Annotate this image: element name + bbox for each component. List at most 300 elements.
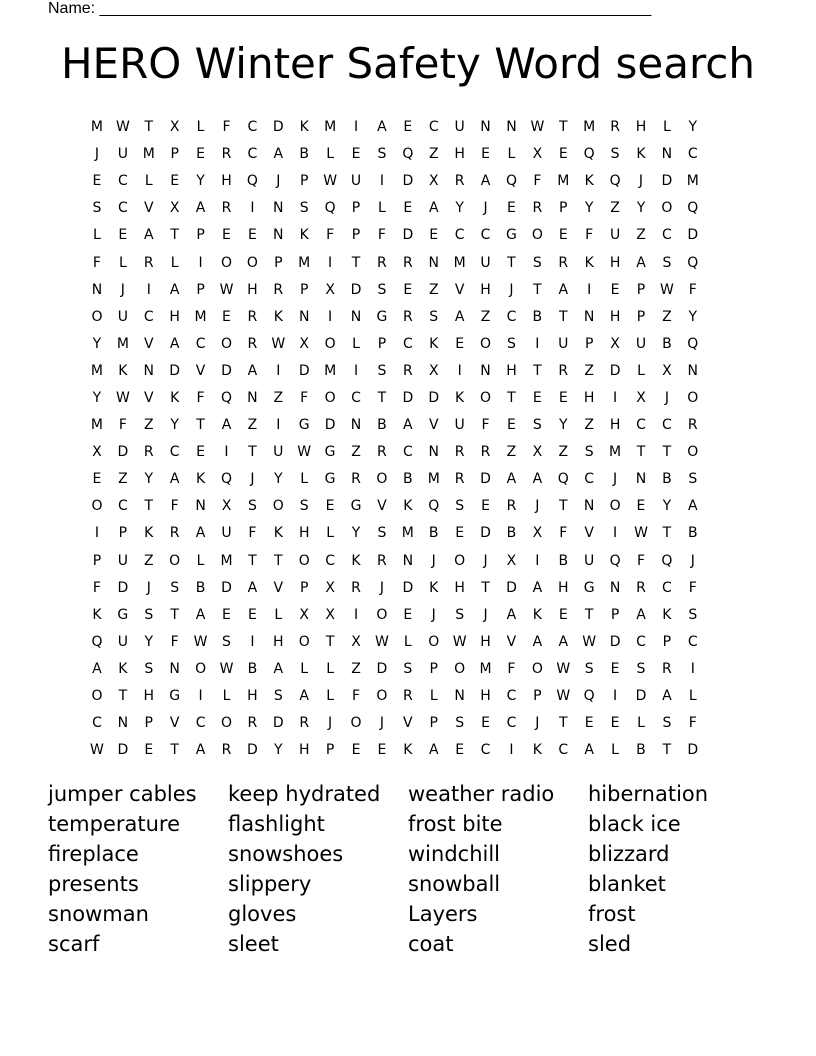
grid-letter: H <box>143 688 155 705</box>
grid-letter: O <box>480 335 492 352</box>
grid-letter: H <box>298 525 310 542</box>
grid-letter: T <box>558 498 568 515</box>
grid-letter: A <box>221 417 232 434</box>
grid-letter: E <box>196 146 205 163</box>
word-list-item: windchill <box>408 842 501 866</box>
grid-letter: Q <box>246 173 258 190</box>
grid-letter: C <box>402 335 413 352</box>
grid-letter: T <box>144 119 154 136</box>
grid-letter: J <box>690 552 695 569</box>
grid-letter: A <box>247 362 258 379</box>
grid-letter: O <box>531 227 543 244</box>
grid-letter: O <box>91 308 103 325</box>
word-list-item: weather radio <box>408 782 555 806</box>
grid-letter: T <box>481 579 490 596</box>
name-field-label: Name: ______________________________________________________________ <box>48 0 652 17</box>
grid-letter: M <box>116 335 129 352</box>
grid-letter: I <box>613 525 618 542</box>
grid-letter: T <box>196 417 205 434</box>
grid-letter: B <box>403 471 413 488</box>
grid-letter: G <box>350 498 362 515</box>
grid-letter: T <box>248 552 257 569</box>
grid-letter: H <box>558 579 569 596</box>
grid-letter: I <box>353 362 359 379</box>
grid-letter: U <box>273 444 284 461</box>
grid-letter: C <box>92 715 102 732</box>
grid-letter: V <box>584 525 594 542</box>
grid-letter: N <box>687 362 699 379</box>
grid-letter: O <box>531 660 543 677</box>
grid-letter: L <box>93 227 101 244</box>
grid-letter: J <box>431 552 436 569</box>
grid-letter: E <box>144 742 154 759</box>
word-list-item: snowball <box>408 872 501 896</box>
grid-letter: W <box>297 444 312 461</box>
grid-letter: B <box>558 552 569 569</box>
grid-letter: N <box>480 119 491 136</box>
grid-letter: J <box>431 606 436 623</box>
grid-letter: A <box>662 688 672 705</box>
grid-letter: N <box>91 281 103 298</box>
grid-letter: R <box>377 444 387 461</box>
grid-letter: R <box>687 417 698 434</box>
word-list-item: fireplace <box>48 842 139 866</box>
grid-letter: R <box>221 742 232 759</box>
grid-letter: E <box>584 715 594 732</box>
grid-letter: O <box>324 389 336 406</box>
grid-letter: M <box>401 525 414 542</box>
grid-letter: A <box>273 660 284 677</box>
grid-letter: S <box>662 715 672 732</box>
grid-letter: U <box>454 119 465 136</box>
grid-letter: H <box>298 742 310 759</box>
grid-letter: J <box>276 173 281 190</box>
grid-letter: I <box>690 660 695 677</box>
grid-letter: Y <box>196 173 205 190</box>
grid-row <box>84 249 732 276</box>
grid-letter: T <box>558 715 568 732</box>
grid-letter: V <box>143 389 154 406</box>
grid-letter: V <box>195 362 206 379</box>
grid-letter: B <box>532 308 543 325</box>
grid-letter: C <box>558 742 569 759</box>
grid-letter: Y <box>636 200 646 217</box>
grid-letter: Y <box>144 471 154 488</box>
grid-letter: L <box>326 688 335 705</box>
grid-letter: K <box>118 660 128 677</box>
grid-letter: L <box>403 633 412 650</box>
grid-letter: T <box>662 525 672 542</box>
grid-letter: O <box>298 552 310 569</box>
grid-letter: H <box>609 417 621 434</box>
grid-letter: E <box>507 417 516 434</box>
grid-letter: E <box>455 335 465 352</box>
grid-letter: W <box>452 633 467 650</box>
grid-letter: Q <box>428 498 440 515</box>
grid-letter: Z <box>143 417 154 434</box>
grid-letter: P <box>274 254 283 271</box>
grid-letter: F <box>688 281 697 298</box>
grid-letter: P <box>118 525 128 542</box>
grid-letter: E <box>222 227 231 244</box>
grid-letter: M <box>324 362 337 379</box>
grid-letter: C <box>351 389 361 406</box>
grid-letter: R <box>221 146 232 163</box>
grid-letter: H <box>454 146 465 163</box>
page-title: HERO Winter Safety Word search <box>60 39 756 88</box>
grid-letter: R <box>558 254 569 271</box>
grid-letter: R <box>402 362 413 379</box>
grid-letter: L <box>429 688 438 705</box>
grid-letter: C <box>454 227 465 244</box>
grid-letter: I <box>379 173 384 190</box>
grid-letter: W <box>323 173 338 190</box>
grid-letter: S <box>377 146 387 163</box>
grid-letter: E <box>403 606 413 623</box>
grid-letter: W <box>115 389 130 406</box>
grid-letter: N <box>143 362 154 379</box>
grid-letter: S <box>610 146 620 163</box>
grid-letter: E <box>351 742 361 759</box>
grid-letter: F <box>688 579 697 596</box>
letter-grid <box>84 114 732 764</box>
grid-letter: A <box>195 200 206 217</box>
grid-letter: I <box>198 688 203 705</box>
grid-letter: R <box>454 471 465 488</box>
grid-letter: W <box>634 525 648 542</box>
grid-letter: S <box>377 362 387 379</box>
grid-letter: C <box>195 715 206 732</box>
grid-letter: S <box>507 335 516 352</box>
grid-letter: V <box>143 335 154 352</box>
grid-letter: V <box>143 200 154 217</box>
grid-letter: S <box>455 498 465 515</box>
grid-letter: P <box>351 200 361 217</box>
grid-letter: A <box>377 119 387 136</box>
grid-letter: D <box>687 742 699 759</box>
grid-letter: Z <box>273 389 284 406</box>
grid-row <box>84 602 732 629</box>
grid-letter: P <box>196 227 205 244</box>
grid-letter: M <box>90 119 103 136</box>
grid-letter: I <box>328 254 333 271</box>
grid-letter: T <box>170 227 179 244</box>
grid-letter: O <box>454 552 466 569</box>
grid-letter: K <box>273 525 283 542</box>
grid-letter: M <box>609 444 622 461</box>
grid-letter: C <box>195 335 206 352</box>
grid-letter: I <box>613 389 618 406</box>
grid-letter: K <box>403 498 413 515</box>
grid-letter: K <box>351 552 361 569</box>
grid-letter: F <box>559 525 568 542</box>
grid-letter: S <box>377 281 387 298</box>
grid-letter: V <box>403 715 413 732</box>
grid-letter: D <box>402 227 414 244</box>
grid-letter: N <box>169 660 180 677</box>
grid-letter: E <box>636 498 646 515</box>
grid-letter: E <box>92 471 102 488</box>
grid-letter: Z <box>428 146 439 163</box>
grid-letter: D <box>117 444 129 461</box>
grid-letter: X <box>610 335 620 352</box>
word-list-item: blizzard <box>588 842 670 866</box>
grid-letter: T <box>170 606 179 623</box>
word-list-item: hibernation <box>588 782 709 806</box>
grid-letter: K <box>429 579 439 596</box>
grid-letter: T <box>636 444 646 461</box>
grid-letter: K <box>170 389 180 406</box>
grid-letter: T <box>144 498 154 515</box>
grid-letter: Q <box>557 471 569 488</box>
grid-letter: T <box>274 552 283 569</box>
grid-letter: R <box>377 552 387 569</box>
grid-letter: S <box>403 660 413 677</box>
grid-letter: L <box>300 471 309 488</box>
grid-letter: A <box>143 227 154 244</box>
word-list-item: slippery <box>228 872 312 896</box>
grid-letter: R <box>221 200 232 217</box>
grid-letter: L <box>196 119 205 136</box>
grid-letter: A <box>195 525 206 542</box>
grid-letter: H <box>480 281 491 298</box>
grid-letter: L <box>326 660 335 677</box>
grid-letter: U <box>117 146 128 163</box>
grid-letter: N <box>609 579 621 596</box>
grid-letter: B <box>377 417 387 434</box>
grid-row <box>84 358 732 385</box>
grid-letter: R <box>143 444 154 461</box>
word-list-item: keep hydrated <box>228 782 381 806</box>
grid-row <box>84 141 732 168</box>
grid-row <box>84 439 732 466</box>
grid-letter: K <box>299 119 309 136</box>
grid-letter: P <box>584 335 594 352</box>
grid-letter: D <box>117 742 129 759</box>
grid-letter: H <box>247 281 258 298</box>
grid-letter: C <box>428 119 439 136</box>
grid-letter: W <box>219 660 234 677</box>
grid-letter: D <box>298 362 310 379</box>
grid-letter: P <box>377 335 387 352</box>
grid-letter: A <box>428 200 439 217</box>
grid-letter: R <box>377 254 387 271</box>
grid-row <box>84 195 732 222</box>
grid-letter: L <box>300 660 309 677</box>
grid-letter: X <box>221 498 232 515</box>
grid-letter: Q <box>402 146 414 163</box>
grid-letter: D <box>272 715 284 732</box>
grid-letter: E <box>403 281 413 298</box>
grid-letter: Y <box>170 417 179 434</box>
word-list-item: sleet <box>228 932 279 956</box>
grid-letter: S <box>377 525 387 542</box>
grid-letter: Z <box>584 362 594 379</box>
grid-letter: M <box>298 254 311 271</box>
grid-letter: S <box>532 254 542 271</box>
grid-letter: K <box>636 146 646 163</box>
grid-letter: C <box>687 146 698 163</box>
grid-letter: N <box>247 389 258 406</box>
grid-letter: R <box>454 444 465 461</box>
grid-letter: E <box>455 742 465 759</box>
grid-letter: E <box>325 498 335 515</box>
grid-letter: G <box>324 471 336 488</box>
grid-letter: O <box>376 606 388 623</box>
grid-row <box>84 412 732 439</box>
grid-letter: W <box>219 281 234 298</box>
grid-letter: D <box>272 119 284 136</box>
grid-letter: I <box>535 552 540 569</box>
grid-letter: I <box>276 362 281 379</box>
grid-letter: Q <box>661 552 673 569</box>
grid-letter: Z <box>247 417 258 434</box>
grid-letter: P <box>429 660 438 677</box>
grid-letter: O <box>91 498 103 515</box>
grid-letter: A <box>558 281 569 298</box>
grid-letter: O <box>272 498 284 515</box>
grid-letter: Z <box>351 444 361 461</box>
grid-letter: S <box>299 200 309 217</box>
grid-letter: Y <box>274 471 283 488</box>
grid-letter: H <box>609 254 621 271</box>
grid-letter: Z <box>143 552 154 569</box>
grid-letter: E <box>429 227 439 244</box>
grid-letter: L <box>274 606 283 623</box>
grid-letter: N <box>506 119 517 136</box>
grid-letter: X <box>351 633 361 650</box>
grid-letter: F <box>92 254 101 271</box>
grid-letter: A <box>195 742 206 759</box>
grid-letter: F <box>636 552 646 569</box>
word-list-item: coat <box>408 932 454 956</box>
grid-letter: O <box>480 389 492 406</box>
grid-letter: Q <box>583 688 595 705</box>
grid-letter: R <box>532 200 543 217</box>
grid-letter: X <box>169 119 180 136</box>
grid-letter: L <box>326 525 335 542</box>
grid-letter: P <box>636 281 646 298</box>
grid-letter: K <box>662 606 672 623</box>
grid-letter: K <box>532 606 542 623</box>
grid-letter: S <box>636 660 646 677</box>
grid-letter: F <box>222 119 231 136</box>
grid-letter: N <box>402 552 414 569</box>
grid-letter: P <box>559 200 568 217</box>
grid-letter: N <box>583 308 595 325</box>
grid-letter: B <box>428 525 439 542</box>
grid-letter: W <box>556 660 571 677</box>
grid-letter: O <box>220 715 232 732</box>
grid-letter: D <box>402 173 414 190</box>
grid-letter: R <box>454 173 465 190</box>
grid-letter: O <box>376 688 388 705</box>
grid-letter: F <box>118 417 127 434</box>
grid-letter: G <box>169 688 181 705</box>
grid-letter: O <box>220 335 232 352</box>
grid-letter: L <box>352 335 360 352</box>
grid-letter: F <box>481 417 490 434</box>
grid-letter: Q <box>91 633 103 650</box>
grid-letter: C <box>143 308 154 325</box>
grid-letter: K <box>532 742 542 759</box>
grid-letter: D <box>169 362 181 379</box>
grid-letter: L <box>222 688 231 705</box>
grid-letter: Z <box>480 308 491 325</box>
grid-letter: D <box>350 281 362 298</box>
grid-letter: C <box>117 200 128 217</box>
grid-letter: F <box>196 389 205 406</box>
grid-letter: P <box>636 308 646 325</box>
grid-letter: U <box>635 335 647 352</box>
grid-letter: L <box>662 119 671 136</box>
grid-letter: F <box>170 633 179 650</box>
grid-letter: Y <box>688 119 698 136</box>
grid-letter: P <box>662 633 672 650</box>
grid-letter: E <box>610 281 620 298</box>
grid-letter: O <box>169 552 181 569</box>
grid-letter: N <box>635 471 647 488</box>
grid-letter: G <box>583 579 595 596</box>
grid-letter: X <box>169 200 180 217</box>
grid-letter: V <box>377 498 387 515</box>
grid-letter: X <box>532 146 543 163</box>
grid-letter: D <box>376 660 388 677</box>
grid-letter: A <box>169 471 180 488</box>
grid-row <box>84 683 732 710</box>
grid-letter: Z <box>584 417 594 434</box>
grid-letter: A <box>688 498 698 515</box>
grid-letter: D <box>428 389 440 406</box>
grid-letter: T <box>507 254 516 271</box>
grid-letter: A <box>273 146 284 163</box>
grid-letter: T <box>558 119 568 136</box>
grid-row <box>84 304 732 331</box>
grid-row <box>84 114 732 141</box>
grid-letter: O <box>298 633 310 650</box>
word-list-item: frost bite <box>408 812 503 836</box>
grid-letter: H <box>454 579 465 596</box>
grid-letter: X <box>662 362 672 379</box>
grid-letter: N <box>195 498 206 515</box>
grid-letter: F <box>326 227 335 244</box>
grid-letter: L <box>144 173 153 190</box>
grid-letter: U <box>117 552 128 569</box>
grid-letter: W <box>193 633 208 650</box>
grid-letter: R <box>480 444 491 461</box>
grid-letter: J <box>483 200 488 217</box>
grid-letter: R <box>247 715 258 732</box>
grid-row <box>84 331 732 358</box>
grid-letter: I <box>146 281 151 298</box>
grid-letter: O <box>609 498 621 515</box>
grid-letter: E <box>481 498 490 515</box>
grid-letter: K <box>429 335 439 352</box>
grid-letter: Q <box>687 254 699 271</box>
grid-row <box>84 575 732 602</box>
grid-letter: E <box>610 715 620 732</box>
grid-letter: T <box>170 742 179 759</box>
grid-letter: B <box>687 525 698 542</box>
grid-letter: V <box>428 417 439 434</box>
grid-letter: L <box>688 688 697 705</box>
grid-letter: C <box>584 471 595 488</box>
grid-letter: E <box>247 606 257 623</box>
grid-letter: I <box>509 742 514 759</box>
grid-letter: M <box>453 254 466 271</box>
grid-letter: H <box>247 688 258 705</box>
grid-letter: F <box>507 660 516 677</box>
